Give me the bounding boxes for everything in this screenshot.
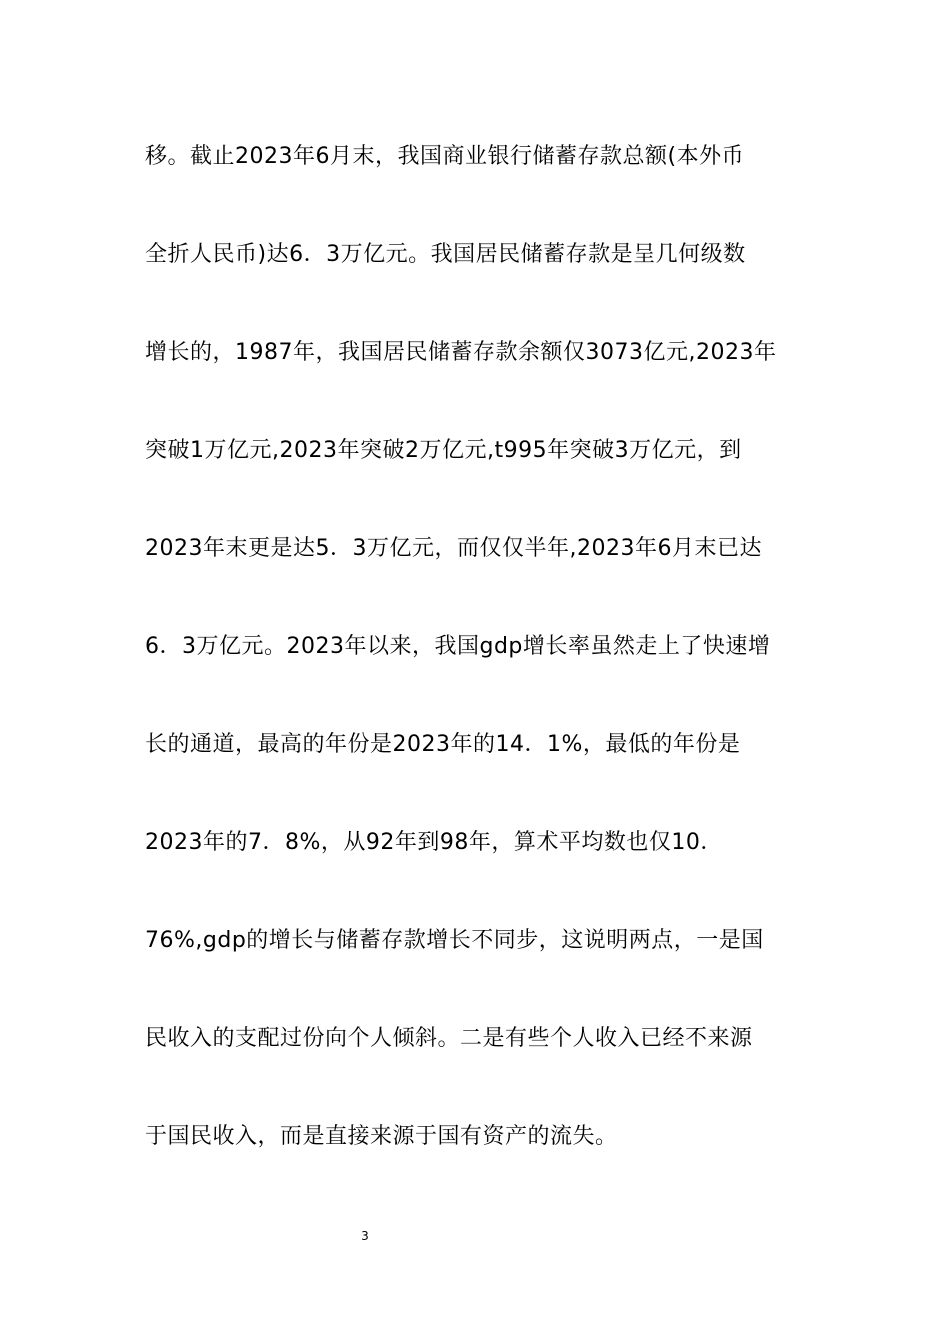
- body-text-line: 长的通道，最高的年份是2023年的14．1%，最低的年份是: [145, 732, 741, 757]
- body-text-line: 于国民收入，而是直接来源于国有资产的流失。: [145, 1124, 618, 1149]
- body-text-line: 6．3万亿元。2023年以来，我国gdp增长率虽然走上了快速增: [145, 634, 771, 659]
- body-text-line: 全折人民币)达6．3万亿元。我国居民储蓄存款是呈几何级数: [145, 242, 746, 267]
- body-text-line: 2023年末更是达5．3万亿元，而仅仅半年,2023年6月末已达: [145, 536, 762, 561]
- body-text-line: 2023年的7．8%，从92年到98年，算术平均数也仅10．: [145, 830, 723, 855]
- body-text-line: 移。截止2023年6月末，我国商业银行储蓄存款总额(本外币: [145, 144, 745, 169]
- body-text-line: 76%,gdp的增长与储蓄存款增长不同步，这说明两点，一是国: [145, 928, 764, 953]
- body-text-line: 突破1万亿元,2023年突破2万亿元,t995年突破3万亿元，到: [145, 438, 742, 463]
- body-text-line: 增长的，1987年，我国居民储蓄存款余额仅3073亿元,2023年: [145, 340, 777, 365]
- page-number: 3: [361, 1229, 369, 1243]
- body-text-line: 民收入的支配过份向个人倾斜。二是有些个人收入已经不来源: [145, 1026, 753, 1051]
